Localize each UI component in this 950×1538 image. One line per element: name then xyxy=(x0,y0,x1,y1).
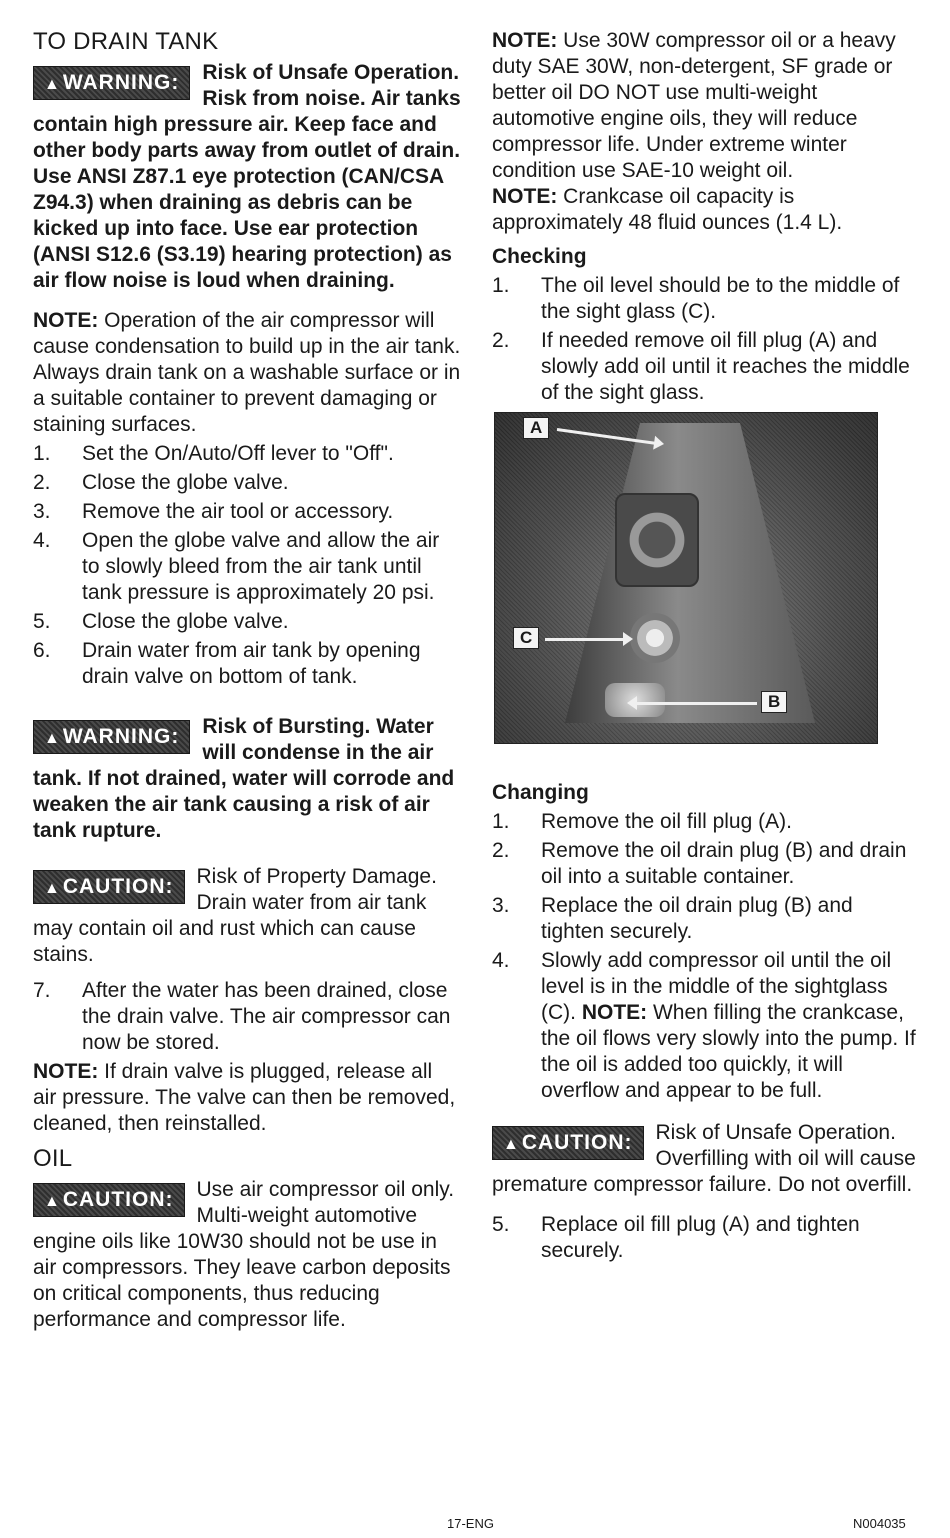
list-item: 1. Set the On/Auto/Off lever to "Off". xyxy=(33,442,394,465)
arrow-b xyxy=(635,702,757,705)
note-oil-type: NOTE: Use 30W compressor oil or a heavy duty SAE 30W, non-detergent, SF grade or better oil DO NOT use multi-weight automotive engine oils, they will reduce compressor life. Under extreme winter condition use SAE-10 weight oil. xyxy=(492,29,896,182)
caution-badge: ▲CAUTION: xyxy=(492,1126,644,1160)
warning-badge: ▲WARNING: xyxy=(33,720,190,754)
note-plugged-valve: NOTE: If drain valve is plugged, release all air pressure. The valve can then be removed, cleaned, then reinstalled. xyxy=(33,1060,456,1135)
list-item: 1. The oil level should be to the middle of the sight glass (C). xyxy=(492,274,900,323)
caution-oil-text: Use air compressor oil only. Multi-weight automotive engine oils like 10W30 should not be use in air compressors. They leave carbon deposits on critical components, thus reducing performance and compressor life. xyxy=(33,1178,455,1331)
caution-oil-notice xyxy=(33,1177,461,1333)
caution-badge: ▲CAUTION: xyxy=(33,1183,185,1217)
warning-noise-text: Risk of Unsafe Operation. Risk from noise. Air tanks contain high pressure air. Keep face and other body parts away from outlet of drain. Use ANSI Z87.1 eye protection (CAN/CSA Z94.3) when draining as debris can be kicked up into face. Use ear protection (ANSI S12.6 (S3.19) hearing protection) as air flow noise is loud when draining. xyxy=(33,61,461,292)
list-item: 6. Drain water from air tank by opening drain valve on bottom of tank. xyxy=(33,639,421,688)
warning-bursting-notice xyxy=(33,714,461,844)
list-item: 3. Remove the air tool or accessory. xyxy=(33,500,394,523)
changing-steps-list xyxy=(492,809,920,1104)
drain-step-7 xyxy=(33,978,461,1056)
alert-triangle-icon: ▲ xyxy=(503,1136,520,1153)
list-item: 2. Remove the oil drain plug (B) and drain oil into a suitable container. xyxy=(492,839,907,888)
list-item: 2. If needed remove oil fill plug (A) and slowly add oil until it reaches the middle of the sight glass. xyxy=(492,329,910,404)
oil-pump-photo xyxy=(494,412,878,744)
list-item: 7. After the water has been drained, close the drain valve. The air compressor can now be stored. xyxy=(33,979,451,1054)
arrow-c xyxy=(545,638,625,641)
caution-overfill-notice xyxy=(492,1120,920,1198)
warning-badge: ▲WARNING: xyxy=(33,66,190,100)
alert-triangle-icon: ▲ xyxy=(44,730,61,747)
checking-steps-list xyxy=(492,273,920,406)
list-item: 4. Open the globe valve and allow the air to slowly bleed from the air tank until tank pressure is approximately 20 psi. xyxy=(33,529,440,604)
list-item: 5. Replace oil fill plug (A) and tighten securely. xyxy=(492,1213,860,1262)
changing-title: Changing xyxy=(492,781,589,804)
warning-bursting-text: Risk of Bursting. Water will condense in the air tank. If not drained, water will corrode and weaken the air tank causing a risk of air tank rupture. xyxy=(33,715,455,842)
list-item: 3. Replace the oil drain plug (B) and tighten securely. xyxy=(492,894,853,943)
left-column xyxy=(33,28,461,1333)
list-item: 5. Close the globe valve. xyxy=(33,610,289,633)
warning-noise-notice xyxy=(33,60,461,294)
note-oil-capacity: NOTE: Crankcase oil capacity is approximately 48 fluid ounces (1.4 L). xyxy=(492,185,843,234)
changing-step-5 xyxy=(492,1212,920,1264)
right-column xyxy=(492,28,920,1267)
checking-title: Checking xyxy=(492,245,587,268)
drain-steps-list xyxy=(33,441,461,690)
photo-label-c: C xyxy=(513,627,539,649)
sight-plate xyxy=(615,493,699,587)
photo-label-a: A xyxy=(523,417,549,439)
photo-label-b: B xyxy=(761,691,787,713)
list-item: 4. Slowly add compressor oil until the oil level is in the middle of the sightglass (C). NOTE: When filling the crankcase, the oil flows very slowly into the pump. If the oil is added too quickly, it will overflow and appear to be full. xyxy=(492,949,916,1102)
alert-triangle-icon: ▲ xyxy=(44,76,61,93)
list-item: 1. Remove the oil fill plug (A). xyxy=(492,810,792,833)
alert-triangle-icon: ▲ xyxy=(44,1193,61,1210)
caution-overfill-text: Risk of Unsafe Operation. Overfilling with oil will cause premature compressor failure. Do not overfill. xyxy=(492,1121,916,1196)
caution-badge: ▲CAUTION: xyxy=(33,870,185,904)
caution-property-notice xyxy=(33,864,461,968)
document-code: N004035 xyxy=(853,1516,906,1531)
list-item: 2. Close the globe valve. xyxy=(33,471,289,494)
caution-property-text: Risk of Property Damage. Drain water from air tank may contain oil and rust which can cause stains. xyxy=(33,865,437,966)
alert-triangle-icon: ▲ xyxy=(44,880,61,897)
sight-glass xyxy=(630,613,680,663)
oil-title: OIL xyxy=(33,1145,73,1172)
note-condensation: NOTE: Operation of the air compressor will cause condensation to build up in the air tank. Always drain tank on a washable surface or in a suitable container to prevent damaging or staining surfaces. xyxy=(33,309,461,436)
page-number: 17-ENG xyxy=(447,1516,494,1531)
drain-tank-title: TO DRAIN TANK xyxy=(33,28,219,55)
